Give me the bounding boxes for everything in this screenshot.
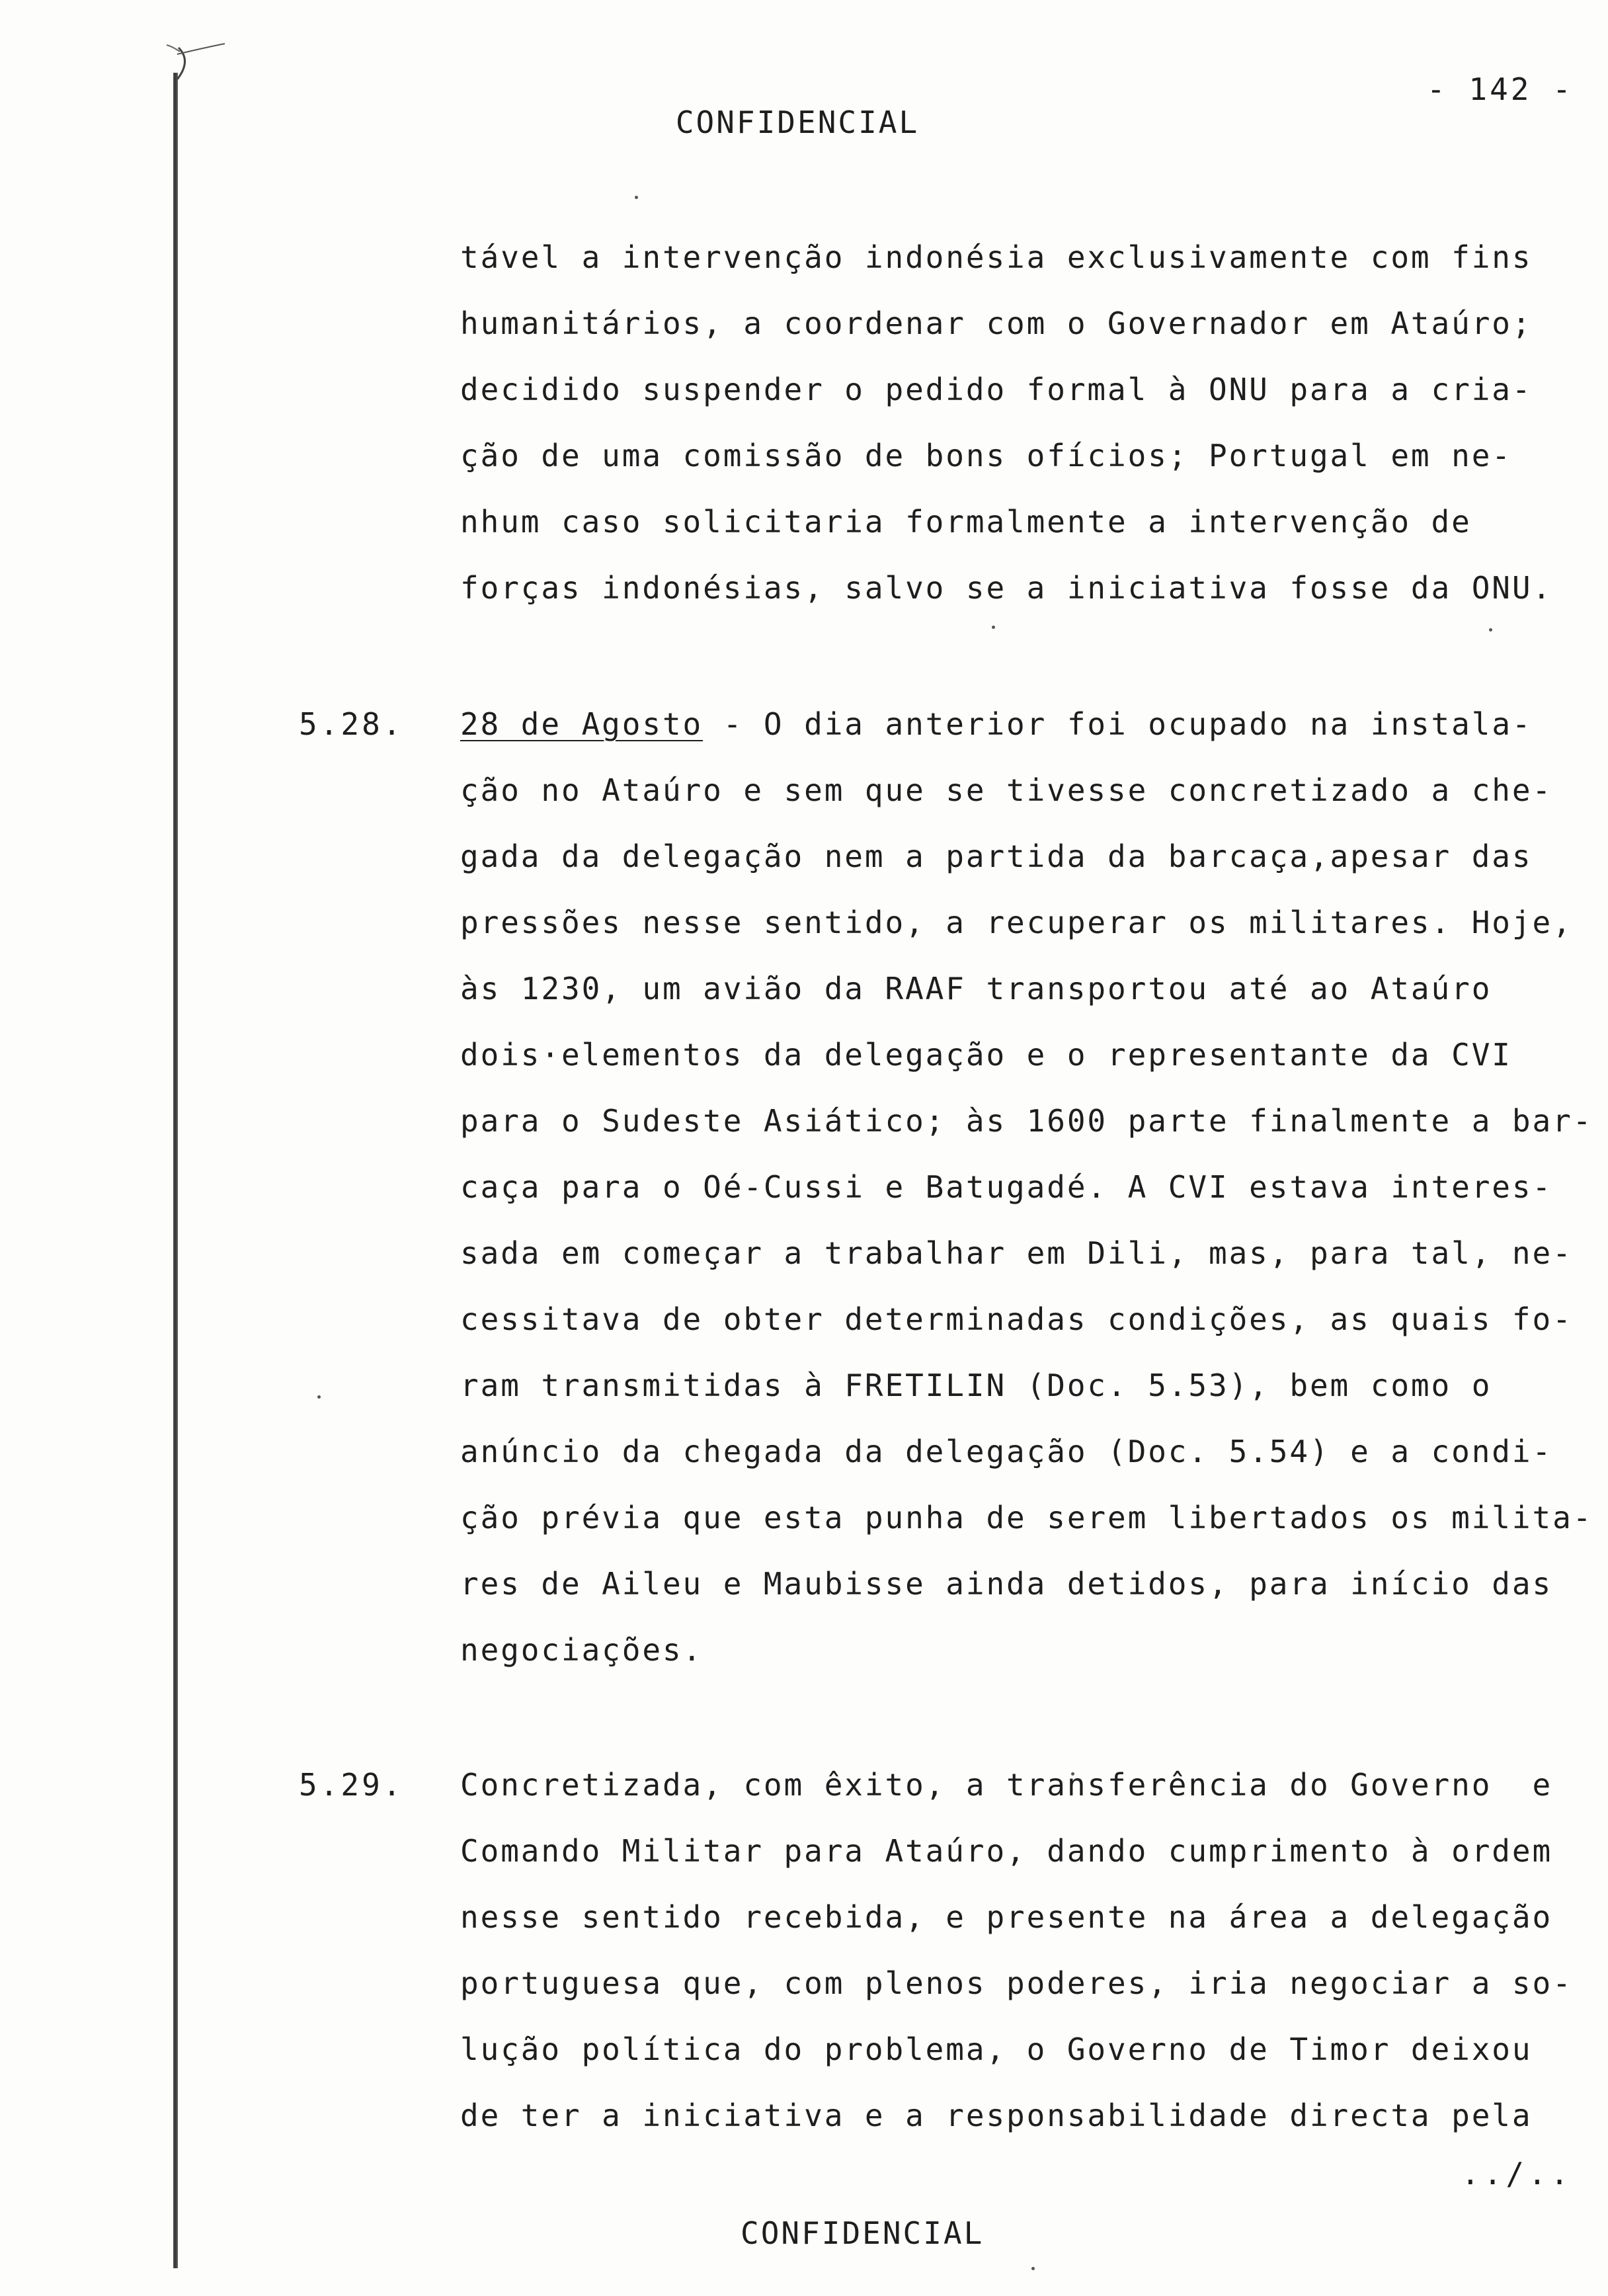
section-line: ram transmitidas à FRETILIN (Doc. 5.53), bem como o <box>460 1368 1492 1403</box>
section-line: ção no Ataúro e sem que se tivesse concretizado a che- <box>460 772 1553 808</box>
section-number: 5.28. <box>299 706 404 742</box>
intro-line: decidido suspender o pedido formal à ONU para a cria- <box>460 372 1533 407</box>
section-line: para o Sudeste Asiático; às 1600 parte finalmente a bar- <box>460 1103 1593 1139</box>
section-line: anúncio da chegada da delegação (Doc. 5.54) e a condi- <box>460 1434 1553 1469</box>
section-line: portuguesa que, com plenos poderes, iria negociar a so- <box>460 1965 1573 2001</box>
section-line: ção prévia que esta punha de serem libertados os milita- <box>460 1500 1593 1536</box>
section-line: dois·elementos da delegação e o representante da CVI <box>460 1037 1512 1073</box>
continuation-marker: ../.. <box>1461 2156 1573 2192</box>
intro-line: forças indonésias, salvo se a iniciativa fosse da ONU. <box>460 570 1553 606</box>
section-line: pressões nesse sentido, a recuperar os militares. Hoje, <box>460 905 1573 940</box>
binding-edge <box>173 73 178 2268</box>
scan-speck <box>1031 2267 1035 2270</box>
header-classification <box>0 104 1601 140</box>
section-line: às 1230, um avião da RAAF transportou até ao Ataúro <box>460 971 1492 1006</box>
section-number: 5.29. <box>299 1767 404 1803</box>
scan-speck <box>992 626 995 629</box>
page-number: - 142 - <box>1427 71 1574 107</box>
scan-speck <box>635 196 638 199</box>
footer-classification: CONFIDENCIAL <box>741 2215 985 2251</box>
section-line: Comando Militar para Ataúro, dando cumprimento à ordem <box>460 1833 1553 1869</box>
intro-line: ção de uma comissão de bons ofícios; Portugal em ne- <box>460 438 1512 473</box>
section-line: cessitava de obter determinadas condições, as quais fo- <box>460 1301 1573 1337</box>
section-line: caça para o Oé-Cussi e Batugadé. A CVI estava interes- <box>460 1169 1553 1205</box>
scan-speck <box>317 1395 321 1399</box>
intro-line: nhum caso solicitaria formalmente a intervenção de <box>460 504 1472 540</box>
scan-speck <box>1489 628 1492 632</box>
section-line: Concretizada, com êxito, a transferência do Governo e <box>460 1767 1553 1803</box>
section-line: de ter a iniciativa e a responsabilidade directa pela <box>460 2098 1533 2133</box>
section-line: lução política do problema, o Governo de Timor deixou <box>460 2031 1533 2067</box>
section-line: nesse sentido recebida, e presente na área a delegação <box>460 1899 1553 1935</box>
section-date: 28 de Agosto <box>460 706 704 742</box>
intro-line: humanitários, a coordenar com o Governador em Ataúro; <box>460 306 1533 341</box>
header-classification-text: CONFIDENCIAL <box>675 104 920 140</box>
section-first-line-rest: - O dia anterior foi ocupado na instala- <box>703 706 1533 742</box>
intro-line: tável a intervenção indonésia exclusivamente com fins <box>460 239 1533 275</box>
section-line: gada da delegação nem a partida da barcaça,apesar das <box>460 839 1533 874</box>
section-line: res de Aileu e Maubisse ainda detidos, para início das <box>460 1566 1553 1602</box>
section-first-line <box>460 706 1533 742</box>
binding-edge-flare <box>165 41 245 81</box>
section-line: sada em começar a trabalhar em Dili, mas, para tal, ne- <box>460 1235 1573 1271</box>
section-line: negociações. <box>460 1632 704 1668</box>
